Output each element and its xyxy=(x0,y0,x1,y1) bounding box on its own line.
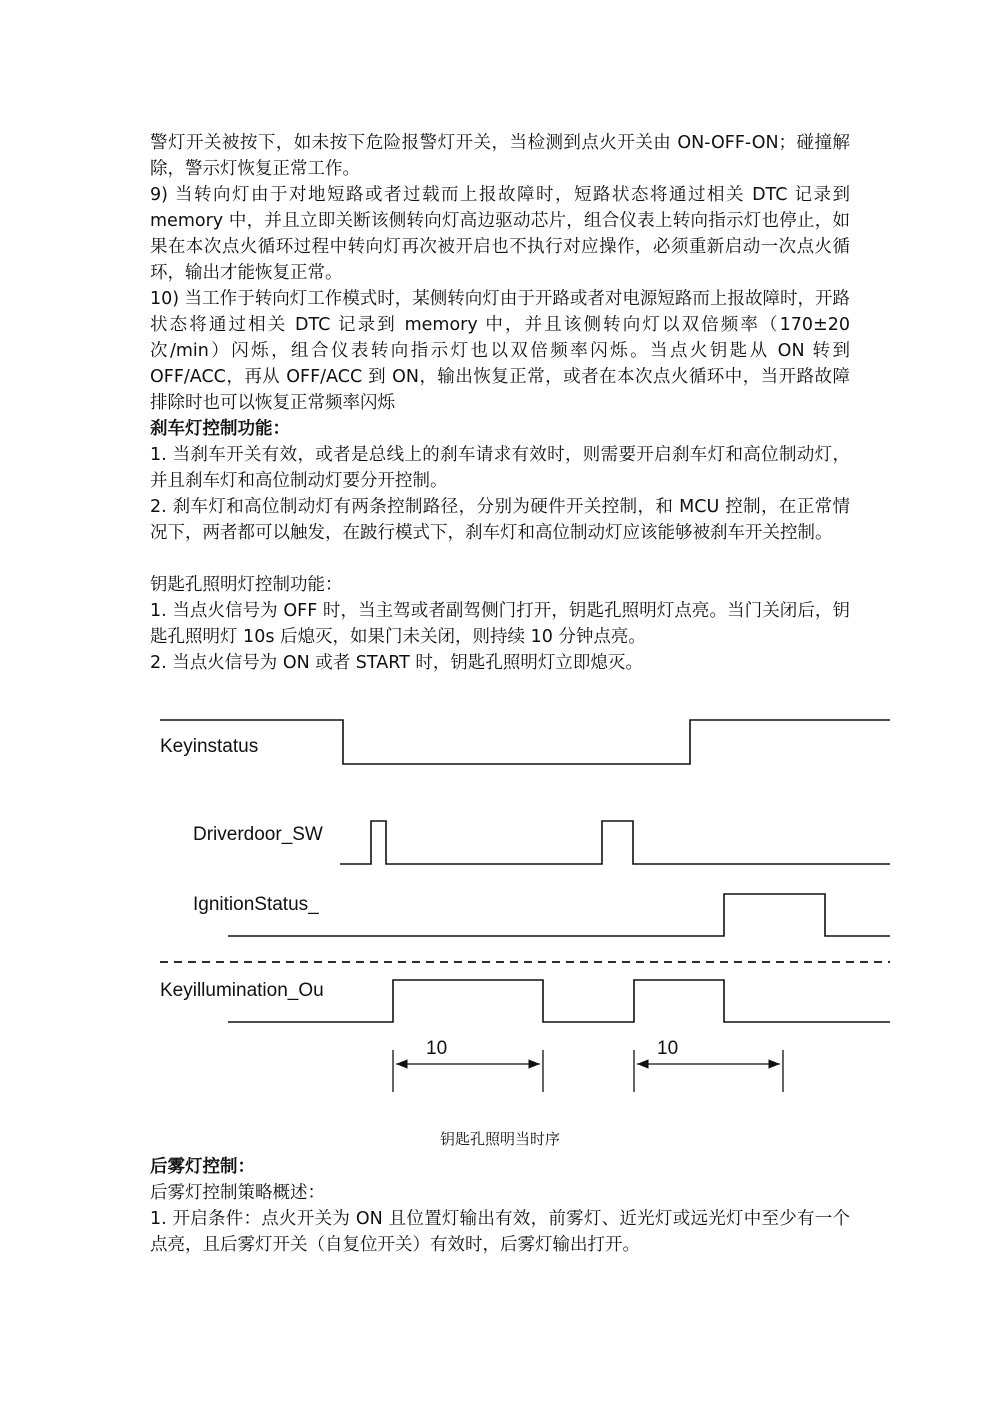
paragraph: 后雾灯控制策略概述： xyxy=(150,1183,325,1203)
text-section-bottom xyxy=(150,1154,850,1258)
paragraph: 1. 开启条件：点火开关为 ON 且位置灯输出有效，前雾灯、近光灯或远光灯中至少有一个点亮，且后雾灯开关（自复位开关）有效时，后雾灯输出打开。 xyxy=(150,1209,850,1255)
section-heading-brake-light: 刹车灯控制功能： xyxy=(150,419,290,439)
signal-label-driverdoor-sw: Driverdoor_SW xyxy=(193,824,323,845)
paragraph: 2. 刹车灯和高位制动灯有两条控制路径，分别为硬件开关控制，和 MCU 控制，在正常情况下，两者都可以触发，在跛行模式下，刹车灯和高位制动灯应该能够被刹车开关控制。 xyxy=(150,497,850,543)
signal-label-ignitionstatus: IgnitionStatus_ xyxy=(193,894,319,915)
paragraph: 9) 当转向灯由于对地短路或者过载而上报故障时，短路状态将通过相关 DTC 记录到 memory 中，并且立即关断该侧转向灯高边驱动芯片，组合仪表上转向指示灯也停止，如果在本次点火循环过程中转向灯再次被开启也不执行对应操作，必须重新启动一次点火循环，输出才能恢复正常。 xyxy=(150,185,850,283)
paragraph: 1. 当刹车开关有效，或者是总线上的刹车请求有效时，则需要开启刹车灯和高位制动灯，并且刹车灯和高位制动灯要分开控制。 xyxy=(150,445,850,491)
waveform-driverdoor-sw xyxy=(340,821,890,864)
waveform-keyillumination xyxy=(228,980,890,1022)
signal-label-keyillumination: Keyillumination_Ou xyxy=(160,980,324,1001)
paragraph: 1. 当点火信号为 OFF 时，当主驾或者副驾侧门打开，钥匙孔照明灯点亮。当门关闭后，钥匙孔照明灯 10s 后熄灭，如果门未关闭，则持续 10 分钟点亮。 xyxy=(150,601,850,647)
signal-label-keyinstatus: Keyinstatus xyxy=(160,736,259,757)
figure-caption: 钥匙孔照明当时序 xyxy=(439,1130,560,1148)
dimension-label: 10 xyxy=(426,1038,448,1059)
dimension-label: 10 xyxy=(657,1038,679,1059)
paragraph: 2. 当点火信号为 ON 或者 START 时，钥匙孔照明灯立即熄灭。 xyxy=(150,653,643,673)
waveform-ignitionstatus xyxy=(228,894,890,936)
waveform-keyinstatus xyxy=(160,720,890,764)
section-heading-rear-fog: 后雾灯控制： xyxy=(150,1157,255,1177)
section-heading-keyhole-light: 钥匙孔照明灯控制功能： xyxy=(150,575,343,595)
paragraph: 警灯开关被按下，如未按下危险报警灯开关，当检测到点火开关由 ON-OFF-ON；碰撞解除，警示灯恢复正常工作。 xyxy=(150,133,850,179)
paragraph: 10) 当工作于转向灯工作模式时，某侧转向灯由于开路或者对电源短路而上报故障时，开路状态将通过相关 DTC 记录到 memory 中，并且该侧转向灯以双倍频率（170±20 次/min）闪烁，组合仪表转向指示灯也以双倍频率闪烁。当点火钥匙从 ON 转到 OFF/ACC，再从 OFF/ACC 到 ON，输出恢复正常，或者在本次点火循环中，当开路故障排除时也可以恢复正常频率闪烁 xyxy=(150,289,850,413)
